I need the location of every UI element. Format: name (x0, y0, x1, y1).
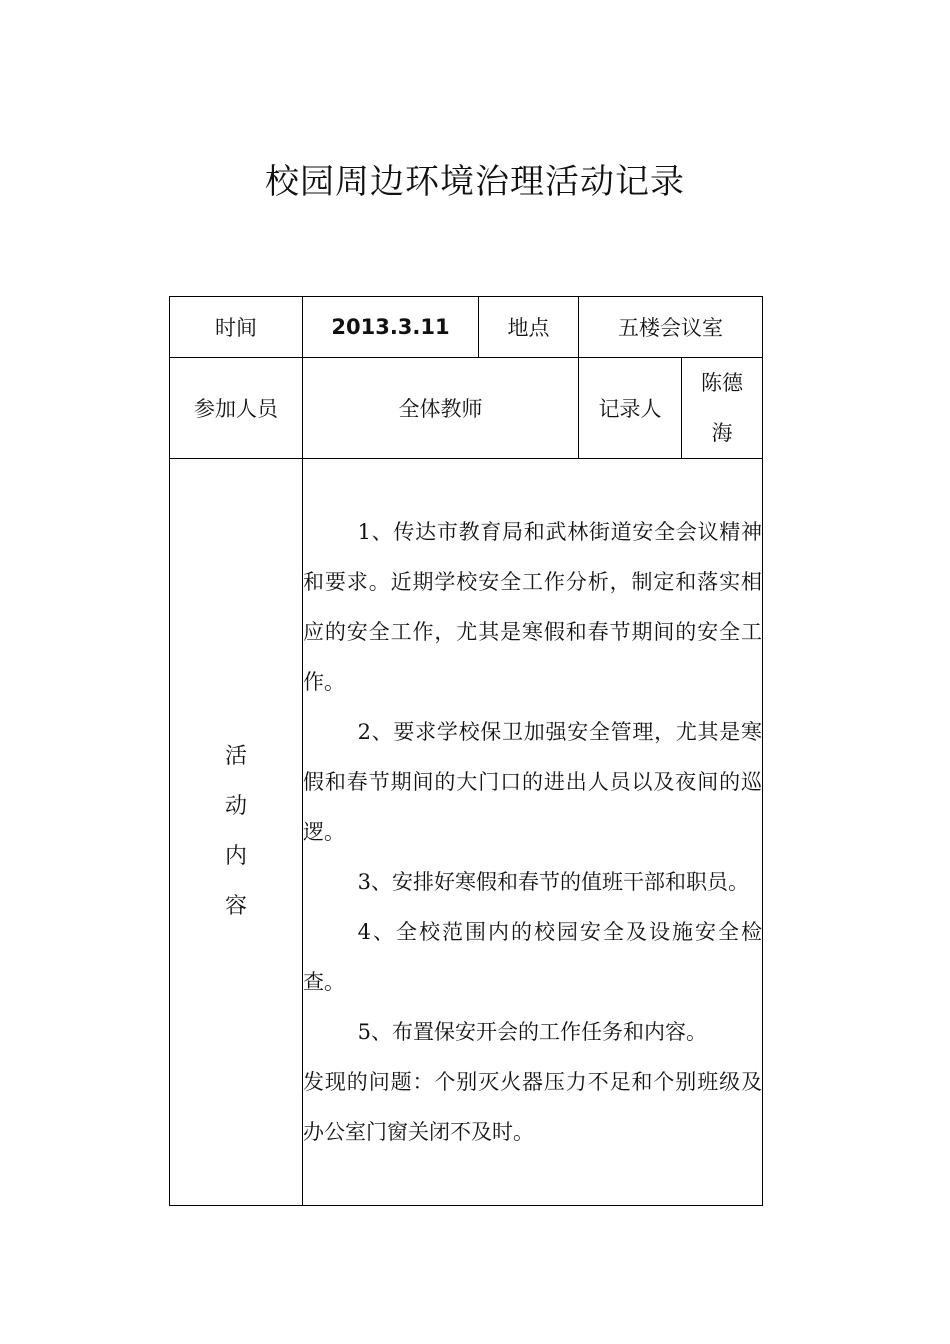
content-label-char: 内 (225, 844, 248, 869)
participants-label: 参加人员 (170, 358, 303, 459)
recorder-value: 陈德海 (701, 371, 743, 445)
date-value: 2013.3.11 (303, 297, 479, 358)
content-label-char: 活 (225, 744, 248, 769)
content-paragraph: 2、要求学校保卫加强安全管理，尤其是寒假和春节期间的大门口的进出人员以及夜间的巡逻。 (303, 720, 762, 844)
content-row (170, 459, 763, 1206)
content-label-cell (170, 459, 303, 1206)
recorder-cell (682, 358, 763, 459)
content-label-char: 动 (225, 794, 248, 819)
participants-row (170, 358, 763, 459)
content-body (303, 459, 763, 1206)
content-paragraph: 1、传达市教育局和武林街道安全会议精神和要求。近期学校安全工作分析，制定和落实相应的安全工作，尤其是寒假和春节期间的安全工作。 (303, 520, 762, 694)
content-paragraph: 4、全校范围内的校园安全及设施安全检查。 (303, 920, 762, 994)
content-paragraph: 5、布置保安开会的工作任务和内容。 (357, 1020, 707, 1044)
content-label (225, 732, 247, 932)
recorder-label: 记录人 (579, 358, 682, 459)
time-row (170, 297, 763, 358)
location-value: 五楼会议室 (579, 297, 763, 358)
content-paragraph: 3、安排好寒假和春节的值班干部和职员。 (357, 870, 749, 894)
location-label: 地点 (479, 297, 579, 358)
time-label: 时间 (170, 297, 303, 358)
problems-found-paragraph: 发现的问题：个别灭火器压力不足和个别班级及办公室门窗关闭不及时。 (303, 1070, 762, 1144)
page-title: 校园周边环境治理活动记录 (265, 162, 685, 202)
content-label-char: 容 (225, 894, 248, 919)
participants-value: 全体教师 (303, 358, 579, 459)
activity-record-table (169, 296, 763, 1206)
